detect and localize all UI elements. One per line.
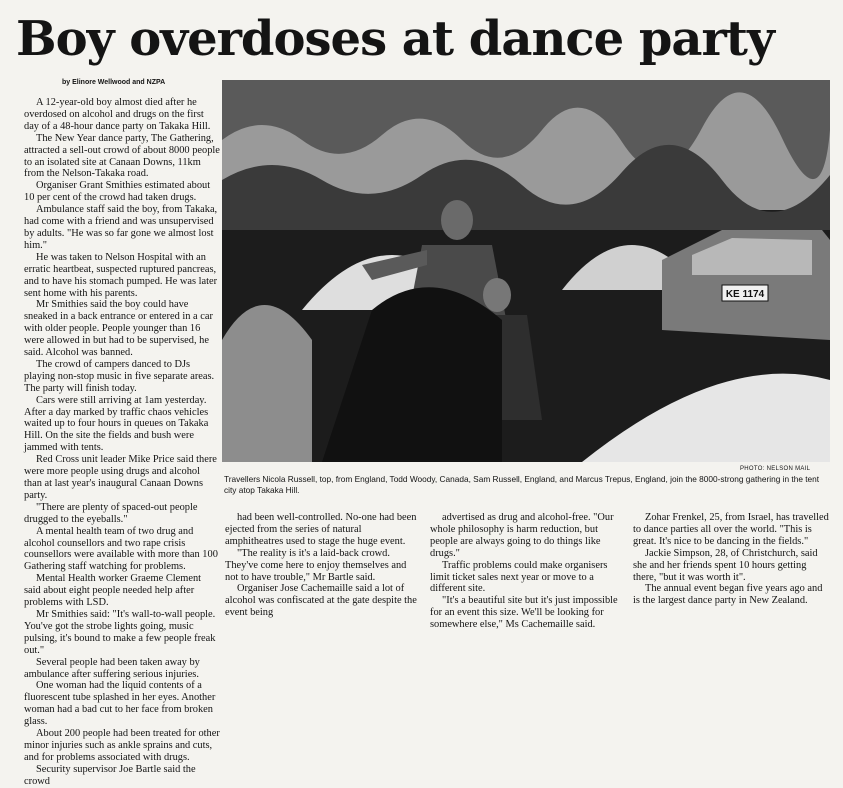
article-paragraph: The New Year dance party, The Gathering, attracted a sell-out crowd of about 8000 people to an isolated site at Canaan Downs, 11km from the Nelson-Takaka road. [24, 132, 220, 180]
article-paragraph: Jackie Simpson, 28, of Christchurch, said she and her friends spent 10 hours getting there, "but it was worth it". [633, 547, 818, 583]
article-paragraph: About 200 people had been treated for other minor injuries such as ankle sprains and cuts, and for problems associated with drugs. [24, 728, 220, 763]
article-paragraph: Organiser Grant Smithies estimated about 10 per cent of the crowd had taken drugs. [24, 180, 211, 204]
article-paragraph: One woman had the liquid contents of a fluorescent tube splashed in her eyes. Another woman had a bad cut to her face from broken glass. [24, 680, 216, 728]
article-column-2 [225, 512, 421, 619]
person-head-top [441, 200, 473, 240]
article-paragraph: The annual event began five years ago and is the largest dance party in New Zealand. [633, 583, 823, 607]
article-column-4 [633, 512, 829, 606]
article-paragraph: had been well-controlled. No-one had been ejected from the series of natural amphitheatres used to stage the huge event. [225, 512, 417, 547]
article-paragraph: The crowd of campers danced to DJs playing non-stop music in five separate areas. The party will finish today. [24, 358, 215, 394]
tent-city-photo [222, 80, 830, 462]
article-paragraph: Zohar Frenkel, 25, from Israel, has travelled to dance parties all over the world. "This is great. It's nice to be dancing in the fields." [633, 512, 829, 547]
article-paragraph: "It's a beautiful site but it's just impossible for an event this size. We'll be looking for somewhere else," Ms Cachemaille said. [430, 595, 618, 631]
article-paragraph: He was taken to Nelson Hospital with an erratic heartbeat, suspected ruptured pancreas, and to have his stomach pumped. He was later sent home with his parents. [24, 251, 218, 299]
headline: Boy overdoses at dance party [16, 11, 774, 67]
photo-credit: PHOTO: NELSON MAIL [740, 466, 811, 472]
grey-tent-left [222, 305, 312, 462]
article-paragraph: "The reality is it's a laid-back crowd. They've come here to enjoy themselves and not to have trouble," Mr Bartle said. [225, 547, 407, 583]
article-paragraph: Several people had been taken away by ambulance after suffering serious injuries. [24, 656, 200, 680]
article-paragraph: Mr Smithies said: "It's wall-to-wall people. You've got the strobe lights going, music pulsing, it's bound to make a few people freak out." [24, 608, 216, 656]
article-paragraph: Ambulance staff said the boy, from Takaka, had come with a friend and was unsupervised by adults. "He was so far gone we almost lost him." [24, 204, 218, 251]
article-column-1 [24, 97, 220, 787]
article-paragraph: Security supervisor Joe Bartle said the crowd [24, 763, 196, 787]
article-paragraph: Mr Smithies said the boy could have sneaked in a back entrance or entered in a car with older people. People younger than 16 were allowed in but had to be supervised, he said. Alcohol was banned. [24, 299, 213, 359]
news-photo [222, 80, 830, 462]
byline: by Elinore Wellwood and NZPA [62, 79, 166, 86]
article-paragraph: "There are plenty of spaced-out people drugged to the eyeballs." [24, 501, 198, 525]
photo-caption: Travellers Nicola Russell, top, from England, Todd Woody, Canada, Sam Russell, England, and Marcus Trepus, England, join the 8000-strong gathering in the tent city atop Takaka Hill. [224, 474, 820, 495]
article-paragraph: Cars were still arriving at 1am yesterday. After a day marked by traffic chaos vehicles waited up to four hours in queues on Takaka Hill. On the site the fields and bush were jammed with tents. [24, 394, 209, 454]
article-column-3 [430, 512, 626, 631]
article-paragraph: Mental Health worker Graeme Clement said about eight people needed help after problems with LSD. [24, 573, 202, 609]
article-paragraph: Organiser Jose Cachemaille said a lot of alcohol was confiscated at the gate despite the event being [225, 583, 417, 619]
article-paragraph: Red Cross unit leader Mike Price said there were more people using drugs and alcohol than at last year's inaugural Canaan Downs party. [24, 454, 217, 501]
article-paragraph: Traffic problems could make organisers limit ticket sales next year or move to a different site. [430, 559, 608, 595]
number-plate-text: KE 1174 [725, 289, 765, 300]
person-head-middle [483, 278, 511, 312]
article-paragraph: advertised as drug and alcohol-free. "Our whole philosophy is harm reduction, but people are always going to do things like drugs." [430, 512, 614, 559]
article-paragraph: A mental health team of two drug and alcohol counsellors and two rape crisis counsellors were available with more than 100 Gathering staff watching for problems. [24, 525, 218, 573]
article-paragraph: A 12-year-old boy almost died after he overdosed on alcohol and drugs on the first day of a 48-hour dance party on Takaka Hill. [24, 97, 211, 132]
